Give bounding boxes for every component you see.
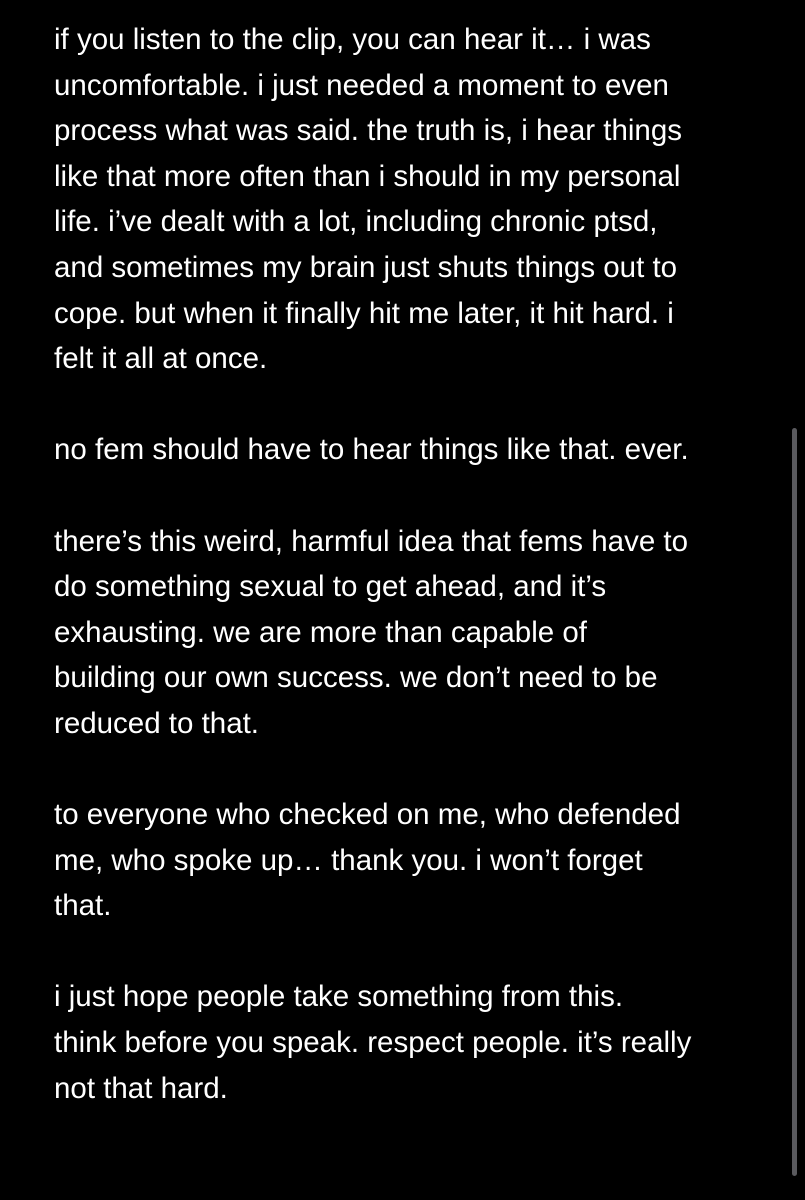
text-line: exhausting. we are more than capable of — [54, 615, 587, 649]
paragraph-1 — [54, 17, 774, 382]
text-line: reduced to that. — [54, 706, 260, 740]
text-line: felt it all at once. — [54, 342, 268, 376]
text-line: like that more often than i should in my personal — [54, 159, 681, 193]
paragraph-2 — [54, 427, 774, 473]
paragraph-5 — [54, 974, 774, 1111]
text-line: cope. but when it finally hit me later, it hit hard. i — [54, 296, 674, 330]
paragraph-gap — [54, 382, 774, 428]
text-line: think before you speak. respect people. it’s really — [54, 1026, 692, 1060]
text-line: do something sexual to get ahead, and it’s — [54, 570, 607, 604]
text-line: process what was said. the truth is, i hear things — [54, 114, 682, 148]
text-line: no fem should have to hear things like that. ever. — [54, 433, 689, 467]
paragraph-gap — [54, 747, 774, 793]
text-line: i just hope people take something from this. — [54, 980, 624, 1014]
note-body-text[interactable] — [54, 17, 774, 1111]
text-line: if you listen to the clip, you can hear it… i was — [54, 23, 651, 56]
text-line: building our own success. we don’t need to be — [54, 661, 658, 695]
paragraph-4 — [54, 792, 774, 929]
text-line: uncomfortable. i just needed a moment to even — [54, 68, 669, 102]
text-line: not that hard. — [54, 1071, 228, 1105]
text-line: there’s this weird, harmful idea that fems have to — [54, 524, 689, 558]
paragraph-gap — [54, 473, 774, 519]
scrollbar-thumb[interactable] — [792, 428, 797, 1176]
text-line: me, who spoke up… thank you. i won’t forget — [54, 843, 643, 877]
text-line: that. — [54, 889, 112, 923]
paragraph-3 — [54, 519, 774, 747]
text-line: to everyone who checked on me, who defended — [54, 798, 681, 832]
text-line: life. i’ve dealt with a lot, including chronic ptsd, — [54, 205, 658, 239]
text-line: and sometimes my brain just shuts things out to — [54, 250, 678, 284]
paragraph-gap — [54, 929, 774, 975]
